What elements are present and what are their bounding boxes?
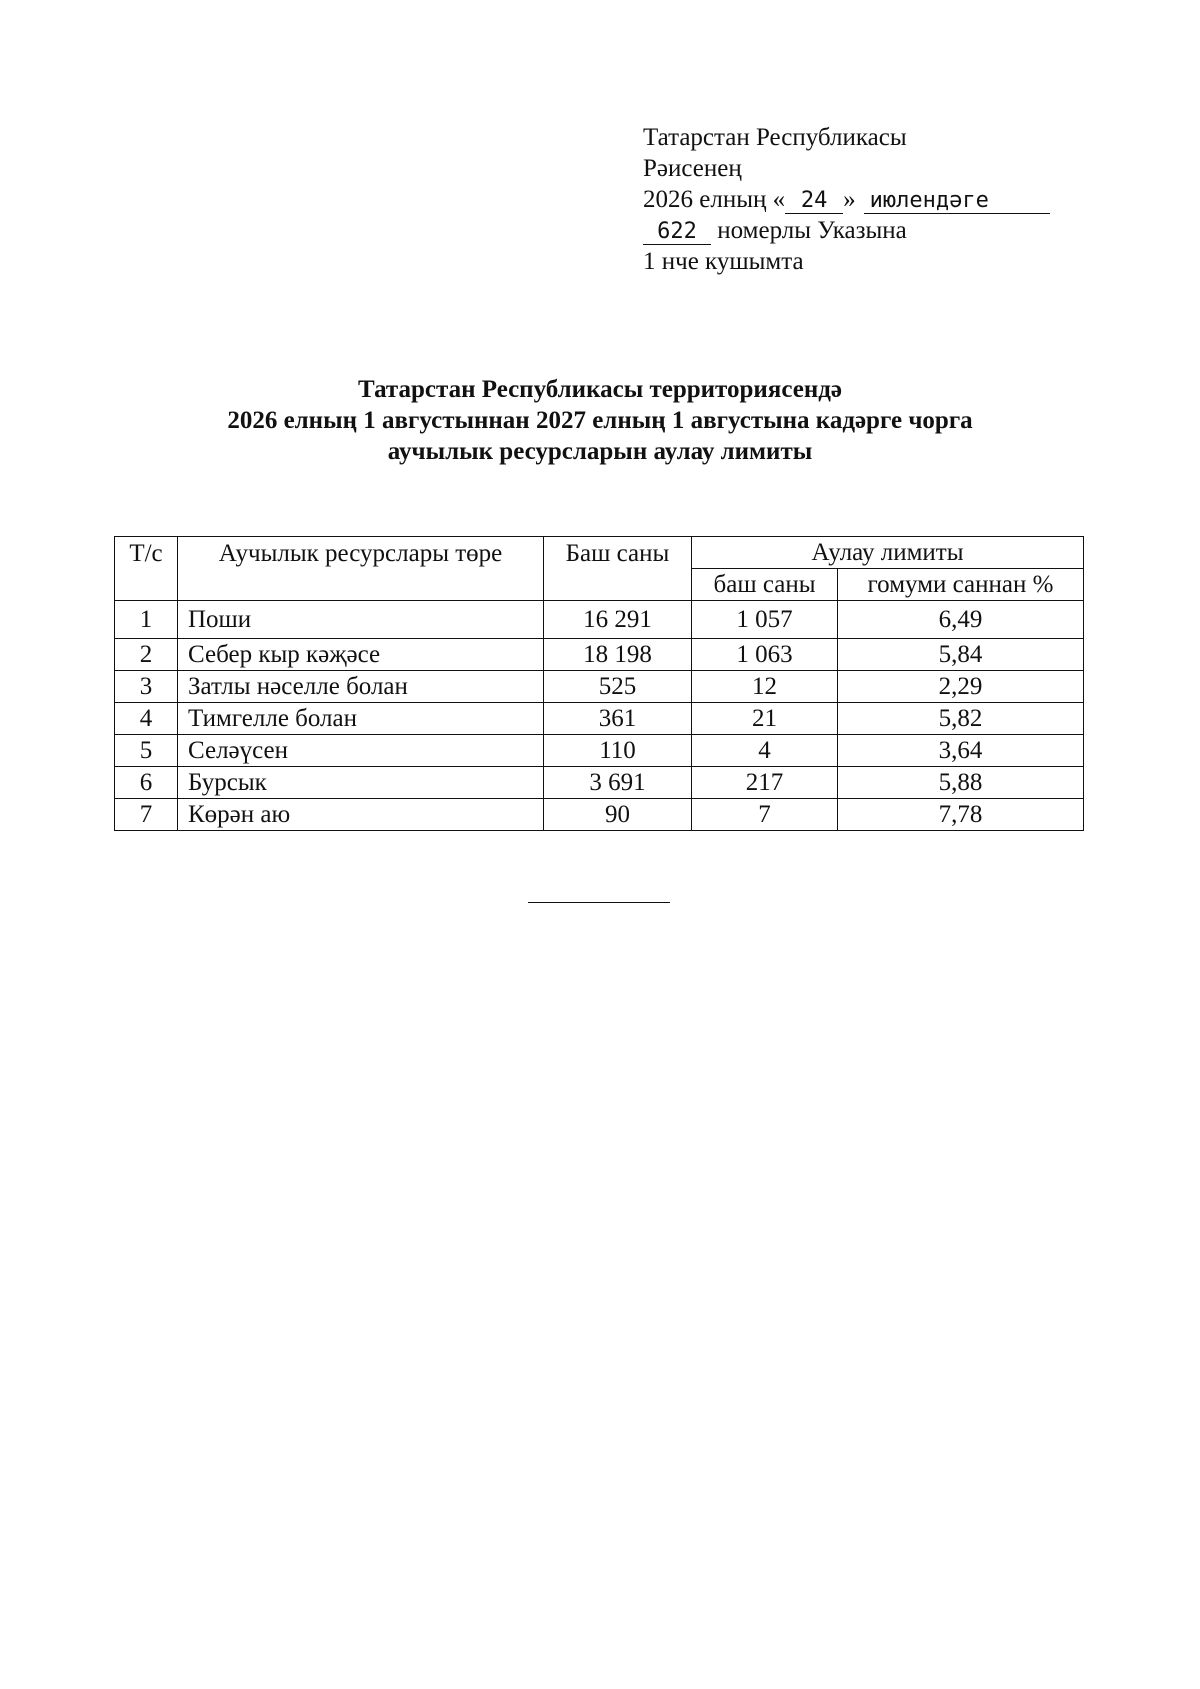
cell-percent: 3,64 — [838, 735, 1084, 767]
attachment-line-1: Татарстан Республикасы — [643, 124, 907, 151]
cell-num: 2 — [115, 639, 178, 671]
cell-type: Көрән аю — [178, 799, 544, 831]
date-month-field: июлендәге — [864, 189, 1050, 214]
cell-percent: 7,78 — [838, 799, 1084, 831]
header-count: Баш саны — [544, 537, 692, 601]
cell-limit: 7 — [692, 799, 838, 831]
attachment-number-line — [643, 215, 1050, 246]
cell-limit: 1 057 — [692, 601, 838, 639]
decree-number-field: 622 — [643, 220, 711, 245]
cell-limit: 217 — [692, 767, 838, 799]
cell-num: 4 — [115, 703, 178, 735]
title-line-1: Татарстан Республикасы территориясендә — [358, 376, 842, 403]
cell-count: 110 — [544, 735, 692, 767]
cell-limit: 12 — [692, 671, 838, 703]
table-row — [115, 767, 1084, 799]
cell-count: 16 291 — [544, 601, 692, 639]
attachment-line-2: Рәисенең — [643, 155, 742, 182]
table-row — [115, 703, 1084, 735]
table-row — [115, 671, 1084, 703]
title-line-2: 2026 елның 1 августыннан 2027 елның 1 августына кадәрге чорга — [227, 407, 973, 434]
date-year-prefix: 2026 елның « — [643, 186, 786, 213]
table-row — [115, 799, 1084, 831]
header-limit-count: баш саны — [692, 569, 838, 601]
cell-type: Затлы нәселле болан — [178, 671, 544, 703]
header-type: Аучылык ресурслары төре — [178, 537, 544, 601]
decree-number-suffix: номерлы Указына — [717, 217, 907, 244]
cell-type: Бурсык — [178, 767, 544, 799]
header-limit-percent: гомуми саннан % — [838, 569, 1084, 601]
attachment-date-line — [643, 184, 1050, 215]
end-rule — [528, 902, 670, 903]
table-row — [115, 639, 1084, 671]
cell-num: 3 — [115, 671, 178, 703]
cell-num: 7 — [115, 799, 178, 831]
cell-percent: 6,49 — [838, 601, 1084, 639]
document-title — [100, 374, 1100, 467]
cell-num: 1 — [115, 601, 178, 639]
header-num: Т/с — [115, 537, 178, 601]
hunting-limits-table — [114, 536, 1084, 831]
cell-count: 18 198 — [544, 639, 692, 671]
cell-percent: 5,82 — [838, 703, 1084, 735]
table-row — [115, 735, 1084, 767]
cell-type: Поши — [178, 601, 544, 639]
table-header-row — [115, 537, 1084, 569]
attachment-line-5: 1 нче кушымта — [643, 248, 804, 275]
cell-count: 90 — [544, 799, 692, 831]
cell-type: Тимгелле болан — [178, 703, 544, 735]
cell-num: 6 — [115, 767, 178, 799]
cell-limit: 21 — [692, 703, 838, 735]
table-row — [115, 601, 1084, 639]
cell-count: 3 691 — [544, 767, 692, 799]
cell-percent: 2,29 — [838, 671, 1084, 703]
header-limit-group: Аулау лимиты — [692, 537, 1084, 569]
cell-percent: 5,88 — [838, 767, 1084, 799]
cell-limit: 4 — [692, 735, 838, 767]
cell-percent: 5,84 — [838, 639, 1084, 671]
cell-type: Себер кыр кәҗәсе — [178, 639, 544, 671]
cell-num: 5 — [115, 735, 178, 767]
cell-count: 361 — [544, 703, 692, 735]
date-day-suffix: » — [843, 186, 856, 213]
title-line-3: аучылык ресурсларын аулау лимиты — [387, 438, 813, 465]
cell-count: 525 — [544, 671, 692, 703]
date-day-field: 24 — [785, 189, 843, 214]
attachment-note — [643, 122, 1050, 277]
cell-type: Селәүсен — [178, 735, 544, 767]
cell-limit: 1 063 — [692, 639, 838, 671]
